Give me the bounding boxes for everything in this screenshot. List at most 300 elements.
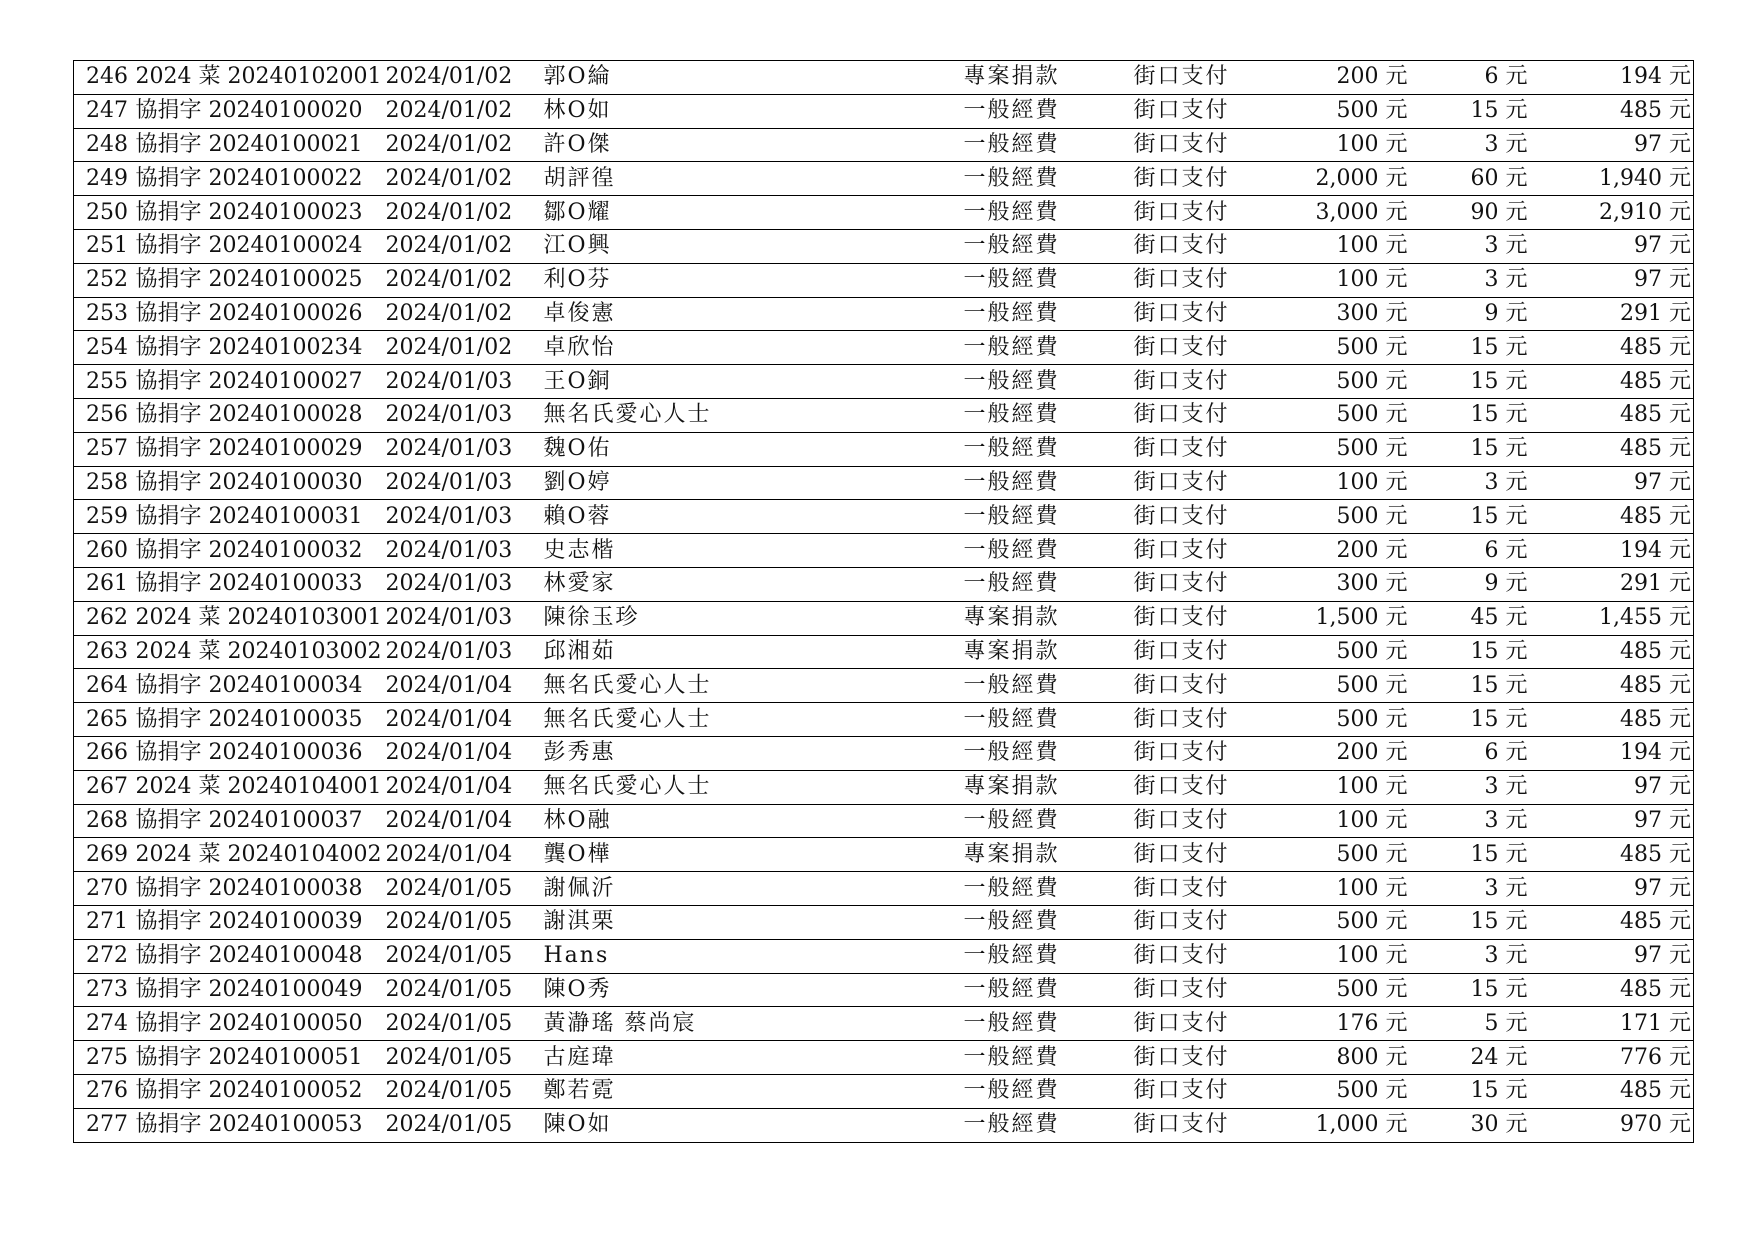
net-amount: 97 元 <box>1528 128 1694 162</box>
row-number: 254 <box>74 331 134 365</box>
net-amount: 97 元 <box>1528 263 1694 297</box>
row-number: 266 <box>74 736 134 770</box>
donor-name: 胡評徨 <box>542 162 962 196</box>
table-row <box>74 770 1694 804</box>
donation-amount: 100 元 <box>1260 770 1408 804</box>
processing-fee: 45 元 <box>1408 601 1528 635</box>
net-amount: 485 元 <box>1528 973 1694 1007</box>
payment-method: 街口支付 <box>1130 669 1260 703</box>
donation-purpose: 一般經費 <box>962 703 1130 737</box>
net-amount: 97 元 <box>1528 872 1694 906</box>
receipt-number: 協捐字 20240100033 <box>134 567 384 601</box>
payment-method: 街口支付 <box>1130 229 1260 263</box>
row-number: 262 <box>74 601 134 635</box>
donation-purpose: 一般經費 <box>962 1007 1130 1041</box>
table-row <box>74 1007 1694 1041</box>
payment-method: 街口支付 <box>1130 128 1260 162</box>
receipt-number: 協捐字 20240100036 <box>134 736 384 770</box>
receipt-number: 協捐字 20240100028 <box>134 398 384 432</box>
donation-amount: 100 元 <box>1260 939 1408 973</box>
row-number: 248 <box>74 128 134 162</box>
table-row <box>74 94 1694 128</box>
ledger-body <box>74 61 1694 1143</box>
processing-fee: 15 元 <box>1408 905 1528 939</box>
payment-method: 街口支付 <box>1130 94 1260 128</box>
donation-amount: 1,000 元 <box>1315 1112 1408 1138</box>
table-row <box>74 973 1694 1007</box>
processing-fee: 6 元 <box>1408 534 1528 568</box>
net-amount: 485 元 <box>1528 432 1694 466</box>
donation-amount: 200 元 <box>1260 534 1408 568</box>
table-row <box>74 939 1694 973</box>
row-number: 251 <box>74 229 134 263</box>
payment-method: 街口支付 <box>1130 1007 1260 1041</box>
row-number: 268 <box>74 804 134 838</box>
table-row <box>74 905 1694 939</box>
net-amount: 97 元 <box>1528 804 1694 838</box>
processing-fee: 3 元 <box>1408 466 1528 500</box>
donor-name: 史志楷 <box>542 534 962 568</box>
donation-date: 2024/01/05 <box>384 1041 542 1075</box>
donation-date: 2024/01/02 <box>384 297 542 331</box>
net-amount: 97 元 <box>1528 939 1694 973</box>
donation-amount: 800 元 <box>1260 1041 1408 1075</box>
processing-fee: 3 元 <box>1408 229 1528 263</box>
donor-name: 無名氏愛心人士 <box>542 669 962 703</box>
donation-purpose: 專案捐款 <box>962 770 1130 804</box>
donation-amount: 500 元 <box>1260 703 1408 737</box>
processing-fee: 30 元 <box>1470 1112 1528 1138</box>
donation-purpose: 一般經費 <box>962 872 1130 906</box>
receipt-number: 2024 菜 20240103001 <box>134 601 384 635</box>
donation-amount: 500 元 <box>1260 905 1408 939</box>
donation-date: 2024/01/03 <box>384 398 542 432</box>
donor-name: 無名氏愛心人士 <box>542 398 962 432</box>
donation-amount: 500 元 <box>1260 331 1408 365</box>
donor-name: 無名氏愛心人士 <box>542 703 962 737</box>
payment-method: 街口支付 <box>1130 939 1260 973</box>
donation-amount: 500 元 <box>1260 365 1408 399</box>
donation-date: 2024/01/02 <box>384 94 542 128</box>
receipt-number: 協捐字 20240100035 <box>134 703 384 737</box>
payment-method: 街口支付 <box>1130 1041 1260 1075</box>
processing-fee: 9 元 <box>1408 297 1528 331</box>
donation-amount: 500 元 <box>1260 398 1408 432</box>
donation-date: 2024/01/04 <box>384 770 542 804</box>
donation-amount: 100 元 <box>1260 872 1408 906</box>
processing-fee: 60 元 <box>1408 162 1528 196</box>
payment-method: 街口支付 <box>1133 1112 1230 1138</box>
processing-fee: 90 元 <box>1408 196 1528 230</box>
table-row <box>74 601 1694 635</box>
receipt-number: 2024 菜 20240102001 <box>134 61 384 95</box>
payment-method: 街口支付 <box>1130 162 1260 196</box>
donation-purpose: 一般經費 <box>962 500 1130 534</box>
receipt-number: 協捐字 20240100039 <box>134 905 384 939</box>
receipt-number: 協捐字 20240100029 <box>134 432 384 466</box>
table-row <box>74 703 1694 737</box>
donation-amount: 500 元 <box>1260 838 1408 872</box>
receipt-number: 2024 菜 20240104002 <box>134 838 384 872</box>
receipt-number: 協捐字 20240100049 <box>134 973 384 1007</box>
donation-amount: 500 元 <box>1260 500 1408 534</box>
row-number: 246 <box>74 61 134 95</box>
donation-amount: 300 元 <box>1260 567 1408 601</box>
donor-name: 卓欣怡 <box>542 331 962 365</box>
receipt-number: 協捐字 20240100052 <box>134 1074 384 1108</box>
payment-method: 街口支付 <box>1130 432 1260 466</box>
donor-name: 許O傑 <box>542 128 962 162</box>
table-row <box>74 1041 1694 1075</box>
receipt-number: 協捐字 20240100032 <box>134 534 384 568</box>
receipt-number: 協捐字 20240100234 <box>134 331 384 365</box>
table-row <box>74 635 1694 669</box>
donor-name: 謝淇栗 <box>542 905 962 939</box>
receipt-number: 協捐字 20240100048 <box>134 939 384 973</box>
donation-purpose: 一般經費 <box>962 94 1130 128</box>
processing-fee: 15 元 <box>1408 838 1528 872</box>
payment-method: 街口支付 <box>1130 398 1260 432</box>
processing-fee: 15 元 <box>1408 1074 1528 1108</box>
net-amount: 171 元 <box>1528 1007 1694 1041</box>
table-row <box>74 365 1694 399</box>
net-amount: 485 元 <box>1528 398 1694 432</box>
donation-date: 2024/01/04 <box>384 703 542 737</box>
processing-fee: 5 元 <box>1408 1007 1528 1041</box>
receipt-number: 協捐字 20240100027 <box>134 365 384 399</box>
net-amount: 97 元 <box>1528 229 1694 263</box>
table-row <box>74 872 1694 906</box>
payment-method: 街口支付 <box>1130 804 1260 838</box>
payment-method: 街口支付 <box>1130 500 1260 534</box>
table-row <box>74 331 1694 365</box>
receipt-number: 協捐字 20240100021 <box>134 128 384 162</box>
row-number: 255 <box>74 365 134 399</box>
net-amount: 291 元 <box>1528 567 1694 601</box>
donor-name: 黃瀞瑤 蔡尚宸 <box>542 1007 962 1041</box>
donation-amount: 500 元 <box>1260 973 1408 1007</box>
payment-method: 街口支付 <box>1130 770 1260 804</box>
processing-fee: 15 元 <box>1408 703 1528 737</box>
payment-method: 街口支付 <box>1130 466 1260 500</box>
donation-date: 2024/01/02 <box>384 331 542 365</box>
processing-fee: 15 元 <box>1408 973 1528 1007</box>
donation-purpose: 一般經費 <box>962 973 1130 1007</box>
donation-purpose: 一般經費 <box>962 669 1130 703</box>
donor-name: 魏O佑 <box>542 432 962 466</box>
table-row <box>74 500 1694 534</box>
table-row <box>74 838 1694 872</box>
row-number: 256 <box>74 398 134 432</box>
processing-fee: 15 元 <box>1408 635 1528 669</box>
net-amount: 194 元 <box>1528 736 1694 770</box>
payment-method: 街口支付 <box>1130 1074 1260 1108</box>
processing-fee: 15 元 <box>1408 432 1528 466</box>
receipt-number: 協捐字 20240100026 <box>134 297 384 331</box>
net-amount: 485 元 <box>1528 669 1694 703</box>
receipt-number: 協捐字 20240100034 <box>134 669 384 703</box>
table-row <box>74 567 1694 601</box>
net-amount: 485 元 <box>1528 94 1694 128</box>
net-amount: 485 元 <box>1528 635 1694 669</box>
table-row <box>74 263 1694 297</box>
donation-purpose: 專案捐款 <box>962 838 1130 872</box>
donation-purpose: 一般經費 <box>962 905 1130 939</box>
donation-date: 2024/01/02 <box>384 263 542 297</box>
donation-date: 2024/01/03 <box>384 635 542 669</box>
donation-amount: 200 元 <box>1260 736 1408 770</box>
donation-ledger-table <box>73 60 1694 1143</box>
donation-purpose: 一般經費 <box>962 365 1130 399</box>
donation-amount: 176 元 <box>1260 1007 1408 1041</box>
row-number: 259 <box>74 500 134 534</box>
payment-method: 街口支付 <box>1130 196 1260 230</box>
row-number: 250 <box>74 196 134 230</box>
donation-date: 2024/01/02 <box>384 128 542 162</box>
net-amount: 97 元 <box>1528 466 1694 500</box>
receipt-number: 協捐字 20240100050 <box>134 1007 384 1041</box>
net-amount: 485 元 <box>1528 838 1694 872</box>
donor-name: 林愛家 <box>542 567 962 601</box>
donation-amount: 100 元 <box>1260 466 1408 500</box>
processing-fee: 3 元 <box>1408 770 1528 804</box>
table-row <box>74 196 1694 230</box>
processing-fee: 3 元 <box>1408 263 1528 297</box>
payment-method: 街口支付 <box>1130 703 1260 737</box>
table-row <box>74 432 1694 466</box>
table-row <box>74 736 1694 770</box>
donation-purpose: 專案捐款 <box>962 635 1130 669</box>
processing-fee: 15 元 <box>1408 94 1528 128</box>
row-number: 275 <box>74 1041 134 1075</box>
donation-purpose: 一般經費 <box>962 1074 1130 1108</box>
donation-purpose: 一般經費 <box>962 567 1130 601</box>
row-number: 257 <box>74 432 134 466</box>
donor-name: 劉O婷 <box>542 466 962 500</box>
row-number: 265 <box>74 703 134 737</box>
table-row <box>74 398 1694 432</box>
net-amount: 485 元 <box>1528 905 1694 939</box>
receipt-number: 協捐字 20240100022 <box>134 162 384 196</box>
row-number: 271 <box>74 905 134 939</box>
net-amount: 194 元 <box>1528 61 1694 95</box>
donation-purpose: 一般經費 <box>962 466 1130 500</box>
net-amount: 970 元 <box>1620 1112 1691 1138</box>
donor-name: 陳O如 <box>543 1112 612 1138</box>
row-number: 260 <box>74 534 134 568</box>
donation-date: 2024/01/03 <box>384 365 542 399</box>
donation-date: 2024/01/04 <box>384 804 542 838</box>
donation-purpose: 一般經費 <box>962 331 1130 365</box>
row-number: 272 <box>74 939 134 973</box>
row-number: 270 <box>74 872 134 906</box>
donation-date: 2024/01/03 <box>384 432 542 466</box>
donation-date: 2024/01/05 <box>384 872 542 906</box>
donation-date: 2024/01/02 <box>384 162 542 196</box>
donation-amount: 100 元 <box>1260 128 1408 162</box>
table-row <box>74 61 1694 95</box>
donation-amount: 200 元 <box>1260 61 1408 95</box>
donation-purpose: 一般經費 <box>962 534 1130 568</box>
row-number: 269 <box>74 838 134 872</box>
payment-method: 街口支付 <box>1130 263 1260 297</box>
row-number: 273 <box>74 973 134 1007</box>
donor-name: 邱湘茹 <box>542 635 962 669</box>
donor-name: 鄒O耀 <box>542 196 962 230</box>
net-amount: 776 元 <box>1528 1041 1694 1075</box>
donation-purpose: 一般經費 <box>962 128 1130 162</box>
donation-date: 2024/01/02 <box>384 61 542 95</box>
donation-date: 2024/01/03 <box>384 601 542 635</box>
donation-date: 2024/01/03 <box>384 466 542 500</box>
receipt-number: 協捐字 20240100024 <box>134 229 384 263</box>
receipt-number: 協捐字 20240100031 <box>134 500 384 534</box>
donor-name: 無名氏愛心人士 <box>542 770 962 804</box>
payment-method: 街口支付 <box>1130 905 1260 939</box>
processing-fee: 6 元 <box>1408 61 1528 95</box>
receipt-number: 協捐字 20240100051 <box>134 1041 384 1075</box>
table-row <box>74 297 1694 331</box>
donation-amount: 500 元 <box>1260 635 1408 669</box>
receipt-number: 2024 菜 20240104001 <box>134 770 384 804</box>
table-row <box>74 804 1694 838</box>
net-amount: 1,940 元 <box>1528 162 1694 196</box>
net-amount: 194 元 <box>1528 534 1694 568</box>
donor-name: 陳徐玉珍 <box>542 601 962 635</box>
donation-date: 2024/01/03 <box>384 534 542 568</box>
donation-purpose: 一般經費 <box>962 939 1130 973</box>
donation-date: 2024/01/03 <box>384 500 542 534</box>
row-number: 249 <box>74 162 134 196</box>
donor-name: 龔O樺 <box>542 838 962 872</box>
donation-date: 2024/01/03 <box>384 567 542 601</box>
net-amount: 2,910 元 <box>1528 196 1694 230</box>
table-row <box>74 466 1694 500</box>
donor-name: 彭秀惠 <box>542 736 962 770</box>
processing-fee: 15 元 <box>1408 331 1528 365</box>
payment-method: 街口支付 <box>1130 973 1260 1007</box>
donation-purpose: 一般經費 <box>962 297 1130 331</box>
donation-amount: 500 元 <box>1260 1074 1408 1108</box>
donor-name: 王O銅 <box>542 365 962 399</box>
donor-name: Hans <box>542 939 962 973</box>
donation-purpose: 一般經費 <box>962 398 1130 432</box>
table-row <box>74 534 1694 568</box>
donation-date: 2024/01/04 <box>384 838 542 872</box>
net-amount: 97 元 <box>1528 770 1694 804</box>
donation-purpose: 一般經費 <box>962 736 1130 770</box>
payment-method: 街口支付 <box>1130 61 1260 95</box>
net-amount: 485 元 <box>1528 331 1694 365</box>
donor-name: 江O興 <box>542 229 962 263</box>
donation-amount: 500 元 <box>1260 669 1408 703</box>
donation-date: 2024/01/05 <box>384 1007 542 1041</box>
donor-name: 利O芬 <box>542 263 962 297</box>
donor-name: 卓俊憲 <box>542 297 962 331</box>
donor-name: 賴O蓉 <box>542 500 962 534</box>
row-number: 274 <box>74 1007 134 1041</box>
donation-date: 2024/01/05 <box>384 1074 542 1108</box>
payment-method: 街口支付 <box>1130 331 1260 365</box>
receipt-number: 協捐字 20240100037 <box>134 804 384 838</box>
processing-fee: 3 元 <box>1408 128 1528 162</box>
processing-fee: 15 元 <box>1408 398 1528 432</box>
receipt-number: 協捐字 20240100038 <box>134 872 384 906</box>
donation-amount: 300 元 <box>1260 297 1408 331</box>
net-amount: 485 元 <box>1528 365 1694 399</box>
receipt-number: 協捐字 20240100020 <box>134 94 384 128</box>
donor-name: 郭O綸 <box>542 61 962 95</box>
donation-purpose: 一般經費 <box>962 196 1130 230</box>
donation-date: 2024/01/04 <box>384 736 542 770</box>
receipt-number: 2024 菜 20240103002 <box>134 635 384 669</box>
table-row <box>74 1074 1694 1108</box>
payment-method: 街口支付 <box>1130 872 1260 906</box>
donation-date: 2024/01/02 <box>384 229 542 263</box>
payment-method: 街口支付 <box>1130 838 1260 872</box>
donation-amount: 3,000 元 <box>1260 196 1408 230</box>
processing-fee: 6 元 <box>1408 736 1528 770</box>
donation-date: 2024/01/02 <box>384 196 542 230</box>
row-number: 253 <box>74 297 134 331</box>
receipt-number: 協捐字 20240100023 <box>134 196 384 230</box>
payment-method: 街口支付 <box>1130 601 1260 635</box>
donation-purpose: 一般經費 <box>962 229 1130 263</box>
row-number: 252 <box>74 263 134 297</box>
row-number: 276 <box>74 1074 134 1108</box>
donation-date: 2024/01/04 <box>384 669 542 703</box>
payment-method: 街口支付 <box>1130 365 1260 399</box>
donation-amount: 100 元 <box>1260 263 1408 297</box>
net-amount: 291 元 <box>1528 297 1694 331</box>
donation-purpose: 一般經費 <box>963 1112 1060 1138</box>
row-number: 263 <box>74 635 134 669</box>
receipt-number: 協捐字 20240100053 <box>135 1112 363 1138</box>
processing-fee: 15 元 <box>1408 500 1528 534</box>
processing-fee: 15 元 <box>1408 365 1528 399</box>
table-row <box>74 669 1694 703</box>
processing-fee: 3 元 <box>1408 804 1528 838</box>
donor-name: 陳O秀 <box>542 973 962 1007</box>
row-number: 267 <box>74 770 134 804</box>
processing-fee: 3 元 <box>1408 939 1528 973</box>
donor-name: 林O融 <box>542 804 962 838</box>
row-number: 247 <box>74 94 134 128</box>
row-number: 261 <box>74 567 134 601</box>
donor-name: 謝佩沂 <box>542 872 962 906</box>
receipt-number: 協捐字 20240100030 <box>134 466 384 500</box>
row-number: 258 <box>74 466 134 500</box>
processing-fee: 3 元 <box>1408 872 1528 906</box>
donation-purpose: 一般經費 <box>962 432 1130 466</box>
table-row <box>74 229 1694 263</box>
row-number: 264 <box>74 669 134 703</box>
donation-date: 2024/01/05 <box>384 905 542 939</box>
processing-fee: 15 元 <box>1408 669 1528 703</box>
donation-amount: 500 元 <box>1260 432 1408 466</box>
net-amount: 485 元 <box>1528 703 1694 737</box>
net-amount: 1,455 元 <box>1528 601 1694 635</box>
donation-date: 2024/01/05 <box>385 1112 513 1138</box>
payment-method: 街口支付 <box>1130 635 1260 669</box>
receipt-number: 協捐字 20240100025 <box>134 263 384 297</box>
net-amount: 485 元 <box>1528 1074 1694 1108</box>
payment-method: 街口支付 <box>1130 534 1260 568</box>
donation-date: 2024/01/05 <box>384 939 542 973</box>
donation-amount: 1,500 元 <box>1260 601 1408 635</box>
row-number: 277 <box>86 1112 128 1138</box>
donation-amount: 100 元 <box>1260 229 1408 263</box>
